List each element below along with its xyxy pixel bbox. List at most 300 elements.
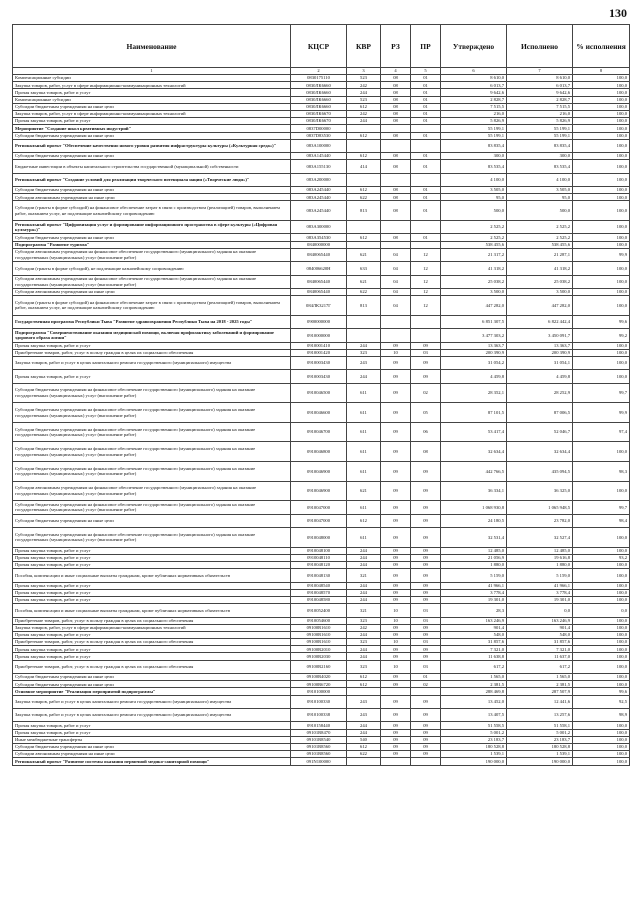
row-percent: 100,0 — [573, 194, 630, 201]
col-number: 8 — [573, 68, 630, 75]
row-kvr: 243 — [347, 695, 381, 708]
row-executed: 12 485,0 — [507, 547, 573, 554]
row-executed: 200 390,9 — [507, 349, 573, 356]
row-executed: 55 199,1 — [507, 125, 573, 132]
row-approved: 8 610,0 — [441, 75, 507, 82]
row-pr: 09 — [411, 589, 441, 596]
row-executed: 447 282,0 — [507, 296, 573, 316]
table-row — [13, 481, 630, 501]
row-kvr: 243 — [347, 708, 381, 721]
row-approved: 6 851 307,5 — [441, 315, 507, 328]
row-approved: 55 199,1 — [441, 125, 507, 132]
table-row — [13, 342, 630, 349]
row-kvr: 523 — [347, 96, 381, 103]
row-rz: 09 — [381, 646, 411, 653]
row-approved: 442 766,5 — [441, 462, 507, 482]
row-kvr: 612 — [347, 514, 381, 527]
row-percent: 100,0 — [573, 187, 630, 194]
row-percent: 100,0 — [573, 653, 630, 660]
row-kvr: 612 — [347, 234, 381, 241]
row-percent: 100,0 — [573, 132, 630, 139]
row-approved: 163 246,9 — [441, 617, 507, 624]
row-kvr: 321 — [347, 604, 381, 617]
row-rz — [381, 758, 411, 765]
table-row — [13, 582, 630, 589]
row-kcsr: 0910048540 — [291, 582, 347, 589]
row-rz: 09 — [381, 681, 411, 688]
row-name: Основное мероприятие "Реализация мероприятий подпрограммы" — [13, 688, 291, 695]
row-pr — [411, 139, 441, 152]
row-approved: 500,0 — [441, 201, 507, 221]
row-pr: 09 — [411, 554, 441, 561]
row-rz — [381, 241, 411, 248]
row-rz: 08 — [381, 234, 411, 241]
row-percent: 99,9 — [573, 403, 630, 423]
row-kvr: 612 — [347, 187, 381, 194]
table-row — [13, 554, 630, 561]
row-percent: 100,0 — [573, 349, 630, 356]
row-name: Субсидии бюджетным учреждениям на иные цели — [13, 674, 291, 681]
row-rz: 09 — [381, 442, 411, 462]
row-kvr: 244 — [347, 547, 381, 554]
row-kcsr: 0910046800 — [291, 442, 347, 462]
row-percent: 100,0 — [573, 110, 630, 117]
row-pr: 01 — [411, 234, 441, 241]
row-kcsr: 083А145440 — [291, 153, 347, 160]
row-pr: 06 — [411, 422, 441, 442]
row-pr: 09 — [411, 370, 441, 383]
row-percent: 99,6 — [573, 688, 630, 695]
row-executed: 538 455,6 — [507, 241, 573, 248]
row-rz: 09 — [381, 462, 411, 482]
row-percent: 100,0 — [573, 342, 630, 349]
row-rz: 08 — [381, 89, 411, 96]
row-percent: 100,0 — [573, 722, 630, 729]
row-kvr: 523 — [347, 75, 381, 82]
row-executed: 2 828,7 — [507, 96, 573, 103]
row-executed: 7 321,0 — [507, 646, 573, 653]
row-pr: 01 — [411, 75, 441, 82]
page-number: 130 — [609, 6, 627, 20]
row-pr — [411, 241, 441, 248]
table-row — [13, 653, 630, 660]
row-pr: 09 — [411, 646, 441, 653]
row-kvr: 612 — [347, 132, 381, 139]
row-executed: 4 100,0 — [507, 173, 573, 186]
header-row — [13, 25, 630, 68]
row-kcsr: 083А155130 — [291, 160, 347, 173]
row-approved: 24 180,5 — [441, 514, 507, 527]
table-row — [13, 501, 630, 514]
row-kvr: 621 — [347, 248, 381, 261]
row-kcsr: 0910100330 — [291, 695, 347, 708]
row-rz: 09 — [381, 547, 411, 554]
row-executed: 23 782,0 — [507, 514, 573, 527]
row-pr: 03 — [411, 660, 441, 673]
row-rz: 08 — [381, 132, 411, 139]
row-kvr: 813 — [347, 296, 381, 316]
row-approved: 3 477 303,2 — [441, 329, 507, 342]
row-kvr: 321 — [347, 569, 381, 582]
col-number: 3 — [347, 68, 381, 75]
row-rz — [381, 315, 411, 328]
row-executed: 8 610,0 — [507, 75, 573, 82]
row-pr: 09 — [411, 561, 441, 568]
row-percent: 99,9 — [573, 248, 630, 261]
col-header-kcsr: КЦСР — [291, 25, 347, 68]
row-percent: 100,0 — [573, 442, 630, 462]
row-kvr: 611 — [347, 422, 381, 442]
table-row — [13, 631, 630, 638]
table-row — [13, 751, 630, 758]
row-rz — [381, 125, 411, 132]
row-approved: 3 505,0 — [441, 187, 507, 194]
row-kcsr: 0910046500 — [291, 383, 347, 403]
row-pr: 02 — [411, 681, 441, 688]
row-name: Субсидии бюджетным учреждениям на финансовое обеспечение государственного (муниципального) задания на оказание государственных (муниципальных) услуг (выполнение работ) — [13, 403, 291, 423]
row-pr: 09 — [411, 582, 441, 589]
table-row — [13, 118, 630, 125]
row-pr: 09 — [411, 708, 441, 721]
row-pr — [411, 173, 441, 186]
row-name: Субсидии бюджетным учреждениям на иные цели — [13, 743, 291, 750]
row-percent: 100,0 — [573, 262, 630, 275]
row-kvr: 622 — [347, 751, 381, 758]
row-pr: 09 — [411, 653, 441, 660]
row-executed: 617,2 — [507, 660, 573, 673]
row-name: Пособия, компенсации и иные социальные выплаты гражданам, кроме публичных нормативных обязательств — [13, 569, 291, 582]
row-executed: 4 459,8 — [507, 370, 573, 383]
row-executed: 163 246,9 — [507, 617, 573, 624]
row-rz: 09 — [381, 729, 411, 736]
row-kvr: 611 — [347, 501, 381, 514]
row-percent: 100,0 — [573, 160, 630, 173]
row-pr: 12 — [411, 275, 441, 288]
table-row — [13, 403, 630, 423]
row-executed: 0,0 — [507, 604, 573, 617]
row-kcsr: 09101R8560 — [291, 743, 347, 750]
row-name: Приобретение товаров, работ, услуг в пользу граждан в целях их социального обеспечения — [13, 639, 291, 646]
row-name: Субсидии автономным учреждениям на иные цели — [13, 288, 291, 295]
row-name: Субсидии автономным учреждениям на финансовое обеспечение государственного (муниципального) задания на оказание государственных (муниципальных) услуг (выполнение работ) — [13, 275, 291, 288]
row-kcsr: 0840065440 — [291, 248, 347, 261]
row-rz: 09 — [381, 708, 411, 721]
row-percent: 98,3 — [573, 462, 630, 482]
row-percent: 100,0 — [573, 288, 630, 295]
row-name: Закупка товаров, работ, услуг в сфере информационно-коммуникационных технологий — [13, 110, 291, 117]
row-executed: 11 637,0 — [507, 653, 573, 660]
row-executed: 1 065 948,5 — [507, 501, 573, 514]
row-rz: 09 — [381, 596, 411, 603]
row-kvr: 621 — [347, 275, 381, 288]
row-kcsr: 0910048000 — [291, 528, 347, 548]
row-executed: 1 539,1 — [507, 751, 573, 758]
row-pr: 01 — [411, 187, 441, 194]
col-number: 2 — [291, 68, 347, 75]
row-approved: 288 469,8 — [441, 688, 507, 695]
row-name: Компенсационные субсидии — [13, 96, 291, 103]
row-kcsr: 0910052400 — [291, 604, 347, 617]
row-executed: 12 441,6 — [507, 695, 573, 708]
row-kcsr: 0910048120 — [291, 561, 347, 568]
row-pr: 01 — [411, 82, 441, 89]
row-kcsr: 0910054600 — [291, 617, 347, 624]
row-rz: 08 — [381, 82, 411, 89]
row-kcsr: 0910100000 — [291, 688, 347, 695]
row-rz: 09 — [381, 736, 411, 743]
row-approved: 5 159,0 — [441, 569, 507, 582]
row-kvr: 611 — [347, 383, 381, 403]
row-kvr — [347, 758, 381, 765]
row-rz: 09 — [381, 561, 411, 568]
row-approved: 1 880,0 — [441, 561, 507, 568]
row-kvr: 622 — [347, 288, 381, 295]
row-executed: 31 857,6 — [507, 639, 573, 646]
row-kcsr: 0830ЛК6660 — [291, 89, 347, 96]
row-rz: 09 — [381, 356, 411, 369]
row-kvr: 622 — [347, 194, 381, 201]
table-row — [13, 234, 630, 241]
row-pr: 09 — [411, 596, 441, 603]
row-approved: 28,3 — [441, 604, 507, 617]
row-executed: 5 159,0 — [507, 569, 573, 582]
row-pr — [411, 221, 441, 234]
row-rz: 09 — [381, 695, 411, 708]
row-approved: 190 000,0 — [441, 758, 507, 765]
row-executed: 216,0 — [507, 110, 573, 117]
row-name: Прочая закупка товаров, работ и услуг — [13, 89, 291, 96]
row-pr — [411, 329, 441, 342]
row-approved: 41 966,1 — [441, 582, 507, 589]
row-executed: 32 527,4 — [507, 528, 573, 548]
row-kcsr: 0910000000 — [291, 329, 347, 342]
row-executed: 5 826,9 — [507, 118, 573, 125]
row-kcsr: 0910048100 — [291, 547, 347, 554]
row-executed: 180 528,8 — [507, 743, 573, 750]
row-approved: 2 525,2 — [441, 234, 507, 241]
row-name: Субсидии автономным учреждениям на финансовое обеспечение государственного (муниципального) задания на оказание государственных (муниципальных) услуг (выполнение работ) — [13, 481, 291, 501]
row-pr: 12 — [411, 262, 441, 275]
row-name: Компенсационные субсидии — [13, 75, 291, 82]
col-number: 7 — [507, 68, 573, 75]
row-executed: 31 054,1 — [507, 356, 573, 369]
row-executed: 36 325,0 — [507, 481, 573, 501]
row-percent: 100,0 — [573, 173, 630, 186]
row-name: Субсидии автономным учреждениям на иные цели — [13, 751, 291, 758]
row-approved: 32 634,4 — [441, 442, 507, 462]
row-approved: 447 282,0 — [441, 296, 507, 316]
col-header-name: Наименование — [13, 25, 291, 68]
row-kcsr: 09100R4020 — [291, 674, 347, 681]
row-executed: 28 252,9 — [507, 383, 573, 403]
row-kvr: 612 — [347, 743, 381, 750]
row-kcsr: 0910001410 — [291, 342, 347, 349]
row-kcsr: 083А245440 — [291, 194, 347, 201]
row-name: Приобретение товаров, работ, услуг в пользу граждан в целях их социального обеспечения — [13, 617, 291, 624]
row-executed: 3 500,0 — [507, 288, 573, 295]
row-kvr: 244 — [347, 589, 381, 596]
row-pr: 08 — [411, 442, 441, 462]
row-approved: 2 828,7 — [441, 96, 507, 103]
row-kvr: 244 — [347, 729, 381, 736]
row-approved: 548,0 — [441, 631, 507, 638]
row-name: Прочая закупка товаров, работ и услуг — [13, 582, 291, 589]
row-name: Субсидии бюджетным учреждениям на финансовое обеспечение государственного (муниципального) задания на оказание государственных (муниципальных) услуг (выполнение работ) — [13, 501, 291, 514]
table-row — [13, 315, 630, 328]
row-pr: 03 — [411, 639, 441, 646]
row-kvr: 244 — [347, 118, 381, 125]
row-percent: 100,0 — [573, 617, 630, 624]
table-row — [13, 422, 630, 442]
row-rz: 09 — [381, 514, 411, 527]
row-percent: 100,0 — [573, 96, 630, 103]
row-rz: 09 — [381, 370, 411, 383]
table-row — [13, 96, 630, 103]
row-kcsr: 0910003430 — [291, 370, 347, 383]
row-executed: 21 287,1 — [507, 248, 573, 261]
row-percent: 100,0 — [573, 547, 630, 554]
row-executed: 41 966,1 — [507, 582, 573, 589]
row-executed: 6 013,7 — [507, 82, 573, 89]
row-executed: 190 000,0 — [507, 758, 573, 765]
table-row — [13, 569, 630, 582]
row-kcsr: 0900000000 — [291, 315, 347, 328]
row-kcsr: 0910048130 — [291, 569, 347, 582]
row-executed: 2 381,5 — [507, 681, 573, 688]
column-number-row — [13, 68, 630, 75]
col-header-rz: РЗ — [381, 25, 411, 68]
row-approved: 11 638,8 — [441, 653, 507, 660]
row-approved: 21 056,9 — [441, 554, 507, 561]
table-row — [13, 160, 630, 173]
row-approved: 3 500,0 — [441, 288, 507, 295]
row-approved: 83 835,4 — [441, 139, 507, 152]
table-row — [13, 262, 630, 275]
col-header-percent: % исполнения — [573, 25, 630, 68]
row-executed: 6 822 442,4 — [507, 315, 573, 328]
row-pr: 09 — [411, 514, 441, 527]
row-approved: 41 318,2 — [441, 262, 507, 275]
row-kcsr: 0840000000 — [291, 241, 347, 248]
row-executed: 23 183,7 — [507, 736, 573, 743]
row-percent: 93,2 — [573, 554, 630, 561]
row-kvr: 612 — [347, 681, 381, 688]
row-rz: 09 — [381, 589, 411, 596]
row-name: Государственная программа Республики Тыва "Развитие здравоохранения Республики Тыва на 2018 - 2025 годы" — [13, 315, 291, 328]
row-rz: 04 — [381, 288, 411, 295]
table-row — [13, 736, 630, 743]
row-approved: 9 642,6 — [441, 89, 507, 96]
row-approved: 216,0 — [441, 110, 507, 117]
row-kvr: 633 — [347, 262, 381, 275]
row-approved: 538 455,6 — [441, 241, 507, 248]
table-row — [13, 729, 630, 736]
row-kcsr: 09100R1610 — [291, 639, 347, 646]
row-kcsr: 083А245440 — [291, 187, 347, 194]
row-name: Закупка товаров, работ и услуг в целях капитального ремонта государственного (муниципального) имущества — [13, 356, 291, 369]
row-name: Субсидии бюджетным учреждениям на иные цели — [13, 514, 291, 527]
table-row — [13, 596, 630, 603]
row-name: Иные межбюджетные трансферты — [13, 736, 291, 743]
table-row — [13, 722, 630, 729]
row-kvr: 323 — [347, 639, 381, 646]
row-percent: 97,4 — [573, 422, 630, 442]
row-name: Субсидии бюджетным учреждениям на иные цели — [13, 103, 291, 110]
table-row — [13, 383, 630, 403]
row-rz: 09 — [381, 624, 411, 631]
row-percent: 100,0 — [573, 743, 630, 750]
row-executed: 25 038,2 — [507, 275, 573, 288]
row-rz: 10 — [381, 349, 411, 356]
table-row — [13, 221, 630, 234]
row-approved: 13 363,7 — [441, 342, 507, 349]
row-kcsr: 0830175110 — [291, 75, 347, 82]
row-percent: 100,0 — [573, 624, 630, 631]
table-row — [13, 173, 630, 186]
row-kvr — [347, 139, 381, 152]
row-pr: 01 — [411, 153, 441, 160]
row-rz: 04 — [381, 296, 411, 316]
row-kcsr: 0840065440 — [291, 288, 347, 295]
row-kvr — [347, 241, 381, 248]
row-kcsr: 083А200000 — [291, 173, 347, 186]
row-kvr: 323 — [347, 349, 381, 356]
row-name: Субсидии бюджетным учреждениям на финансовое обеспечение государственного (муниципального) задания на оказание государственных (муниципальных) услуг (выполнение работ) — [13, 528, 291, 548]
row-kcsr: 0910003430 — [291, 356, 347, 369]
row-name: Субсидии автономным учреждениям на иные цели — [13, 194, 291, 201]
row-rz — [381, 329, 411, 342]
row-executed: 95,0 — [507, 194, 573, 201]
row-name: Прочая закупка товаров, работ и услуг — [13, 653, 291, 660]
row-approved: 28 352,1 — [441, 383, 507, 403]
table-row — [13, 103, 630, 110]
row-kvr: 813 — [347, 201, 381, 221]
row-percent: 100,0 — [573, 234, 630, 241]
row-kcsr: 09100R1610 — [291, 624, 347, 631]
table-body — [13, 75, 630, 766]
table-row — [13, 89, 630, 96]
row-rz: 09 — [381, 403, 411, 423]
col-header-executed: Исполнено — [507, 25, 573, 68]
row-kcsr: 0910048110 — [291, 554, 347, 561]
row-name: Прочая закупка товаров, работ и услуг — [13, 554, 291, 561]
row-name: Прочая закупка товаров, работ и услуг — [13, 722, 291, 729]
row-pr: 09 — [411, 624, 441, 631]
table-row — [13, 561, 630, 568]
row-percent: 100,0 — [573, 241, 630, 248]
row-percent: 99,7 — [573, 383, 630, 403]
row-percent: 0,0 — [573, 604, 630, 617]
row-name: Субсидии (гранты в форме субсидий), не подлежащие казначейскому сопровождению — [13, 262, 291, 275]
row-approved: 19 301,0 — [441, 596, 507, 603]
row-kvr — [347, 315, 381, 328]
table-row — [13, 646, 630, 653]
row-kcsr: 09100R1610 — [291, 631, 347, 638]
row-name: Мероприятие "Создание школ креативных индустрий" — [13, 125, 291, 132]
row-approved: 1 539,1 — [441, 751, 507, 758]
row-rz: 09 — [381, 743, 411, 750]
row-kvr: 540 — [347, 736, 381, 743]
row-percent: 100,0 — [573, 639, 630, 646]
table-row — [13, 589, 630, 596]
row-kvr: 244 — [347, 554, 381, 561]
row-kcsr: 0910001420 — [291, 349, 347, 356]
row-approved: 7 321,0 — [441, 646, 507, 653]
row-percent: 98,9 — [573, 708, 630, 721]
col-number: 4 — [381, 68, 411, 75]
row-rz: 08 — [381, 118, 411, 125]
row-approved: 4 459,8 — [441, 370, 507, 383]
